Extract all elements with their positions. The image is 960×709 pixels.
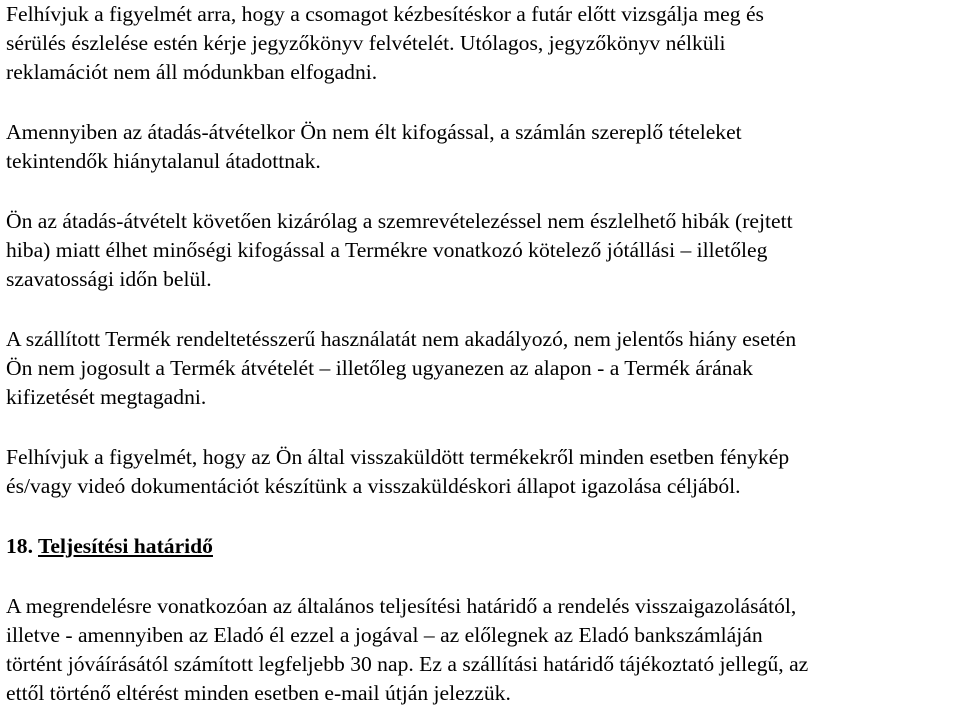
paragraph-gap (6, 412, 960, 443)
text-line: szavatossági időn belül. (6, 267, 212, 291)
paragraph-gap (6, 561, 960, 592)
section-number: 18. (6, 534, 33, 558)
text-line: és/vagy videó dokumentációt készítünk a visszaküldéskori állapot igazolása céljából. (6, 474, 741, 498)
section-heading (6, 532, 960, 561)
text-line: Felhívjuk a figyelmét arra, hogy a csomagot kézbesítéskor a futár előtt vizsgálja meg és (6, 2, 764, 26)
paragraph-gap (6, 294, 960, 325)
paragraph-gap (6, 87, 960, 118)
text-line: kifizetését megtagadni. (6, 385, 207, 409)
paragraph-inspection-notice (6, 0, 960, 87)
text-line: hiba) miatt élhet minőségi kifogással a Termékre vonatkozó kötelező jótállási – illetőleg (6, 238, 768, 262)
text-line: Felhívjuk a figyelmét, hogy az Ön által visszaküldött termékekről minden esetben fénykép (6, 445, 790, 469)
text-line: tekintendők hiánytalanul átadottnak. (6, 149, 321, 173)
text-line: Ön az átadás-átvételt követően kizárólag a szemrevételezéssel nem észlelhető hibák (rejtett (6, 209, 793, 233)
paragraph-documentation (6, 443, 960, 501)
text-line: Ön nem jogosult a Termék átvételét – illetőleg ugyanezen az alapon - a Termék árának (6, 356, 753, 380)
paragraph-minor-deficiency (6, 325, 960, 412)
text-line: Amennyiben az átadás-átvételkor Ön nem élt kifogással, a számlán szereplő tételeket (6, 120, 742, 144)
paragraph-gap (6, 501, 960, 532)
text-line: történt jóváírásától számított legfeljebb 30 nap. Ez a szállítási határidő tájékoztató jellegű, az (6, 652, 809, 676)
text-line: ettől történő eltérést minden esetben e-mail útján jelezzük. (6, 681, 511, 705)
section-title: Teljesítési határidő (38, 534, 213, 558)
text-line: illetve - amennyiben az Eladó él ezzel a jogával – az előlegnek az Eladó bankszámláján (6, 623, 763, 647)
text-line: A megrendelésre vonatkozóan az általános teljesítési határidő a rendelés visszaigazolásától, (6, 594, 797, 618)
paragraph-acceptance (6, 118, 960, 176)
paragraph-gap (6, 176, 960, 207)
text-line: A szállított Termék rendeltetésszerű használatát nem akadályozó, nem jelentős hiány esetén (6, 327, 797, 351)
text-line: sérülés észlelése estén kérje jegyzőkönyv felvételét. Utólagos, jegyzőkönyv nélküli (6, 31, 726, 55)
paragraph-delivery-deadline (6, 592, 960, 708)
text-line: reklamációt nem áll módunkban elfogadni. (6, 60, 378, 84)
paragraph-hidden-defects (6, 207, 960, 294)
